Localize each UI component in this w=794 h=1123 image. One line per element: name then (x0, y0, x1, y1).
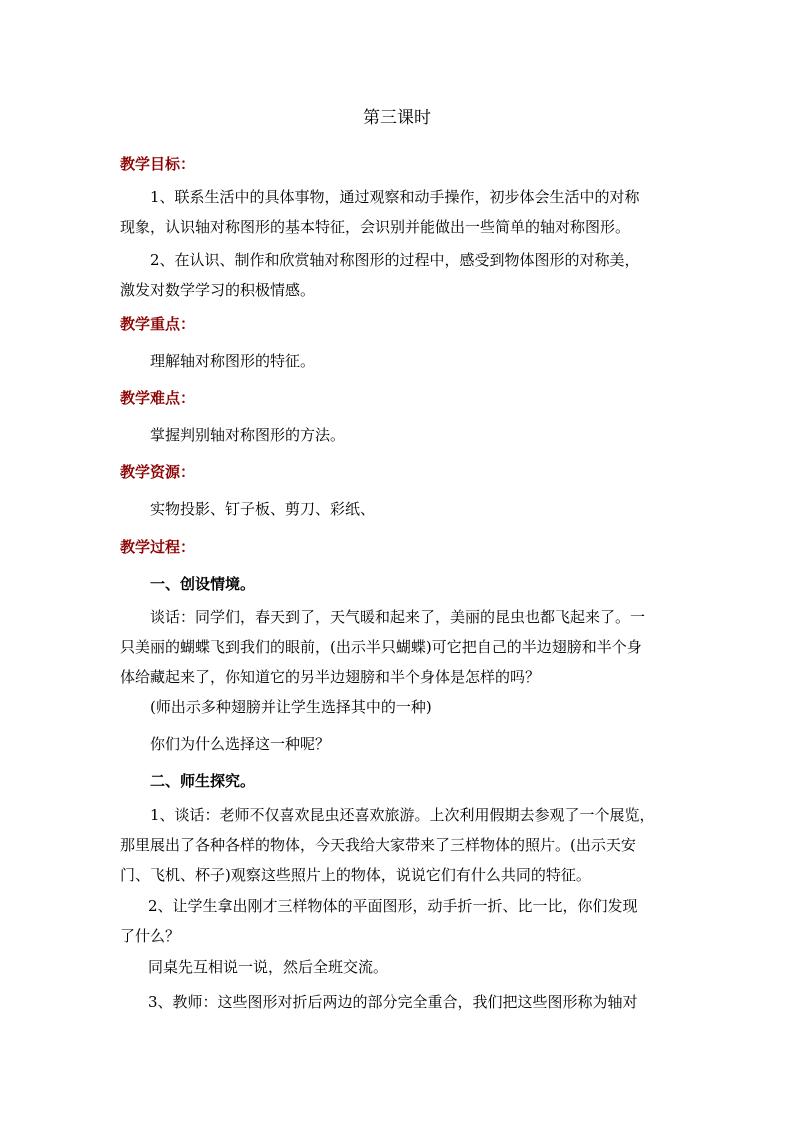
text-line: 谈话：同学们，春天到了，天气暖和起来了，美丽的昆虫也都飞起来了。一 (150, 608, 646, 626)
part1-paragraph-3: 你们为什么选择这一种呢？ (150, 735, 331, 753)
text-line: 2、让学生拿出刚才三样物体的平面图形，动手折一折、比一比，你们发现 (148, 897, 638, 915)
difficulty-text: 掌握判别轴对称图形的方法。 (150, 426, 346, 444)
key-point-text: 理解轴对称图形的特征。 (150, 352, 316, 370)
text-line: 了什么？ (120, 927, 181, 945)
page-title: 第三课时 (363, 108, 431, 128)
part2-paragraph-1 (120, 800, 680, 890)
text-line: 激发对数学学习的积极情感。 (120, 281, 316, 299)
part2-paragraph-3: 同桌先互相说一说，然后全班交流。 (148, 958, 389, 976)
text-line: 1、联系生活中的具体事物，通过观察和动手操作，初步体会生活中的对称 (150, 188, 640, 206)
part1-heading: 一、创设情境。 (150, 575, 256, 593)
text-line: 体给藏起来了，你知道它的另半边翅膀和半个身体是怎样的吗？ (120, 668, 541, 686)
resources-text: 实物投影、钉子板、剪刀、彩纸、 (150, 500, 376, 518)
text-line: 2、在认识、制作和欣赏轴对称图形的过程中，感受到物体图形的对称美， (150, 251, 640, 269)
text-line: 只美丽的蝴蝶飞到我们的眼前，(出示半只蝴蝶)可它把自己的半边翅膀和半个身 (120, 638, 642, 656)
difficulty-heading: 教学难点： (120, 389, 196, 407)
objectives-paragraph-1 (120, 182, 680, 242)
process-heading: 教学过程： (120, 538, 196, 556)
part2-heading: 二、师生探究。 (150, 772, 256, 790)
part2-paragraph-2 (120, 891, 680, 951)
key-point-heading: 教学重点： (120, 315, 196, 333)
text-line: 1、谈话：老师不仅喜欢昆虫还喜欢旅游。上次利用假期去参观了一个展览， (150, 806, 655, 824)
resources-heading: 教学资源： (120, 463, 196, 481)
part1-paragraph-2: (师出示多种翅膀并让学生选择其中的一种) (150, 698, 432, 716)
text-line: 那里展出了各种各样的物体，今天我给大家带来了三样物体的照片。(出示天安 (120, 836, 636, 854)
text-line: 门、飞机、杯子)观察这些照片上的物体，说说它们有什么共同的特征。 (120, 866, 591, 884)
part2-paragraph-4: 3、教师：这些图形对折后两边的部分完全重合，我们把这些图形称为轴对 (148, 993, 638, 1011)
part1-paragraph-1 (120, 602, 680, 692)
objectives-heading: 教学目标： (120, 155, 196, 173)
objectives-paragraph-2 (120, 245, 680, 305)
text-line: 现象，认识轴对称图形的基本特征，会识别并能做出一些简单的轴对称图形。 (120, 218, 631, 236)
